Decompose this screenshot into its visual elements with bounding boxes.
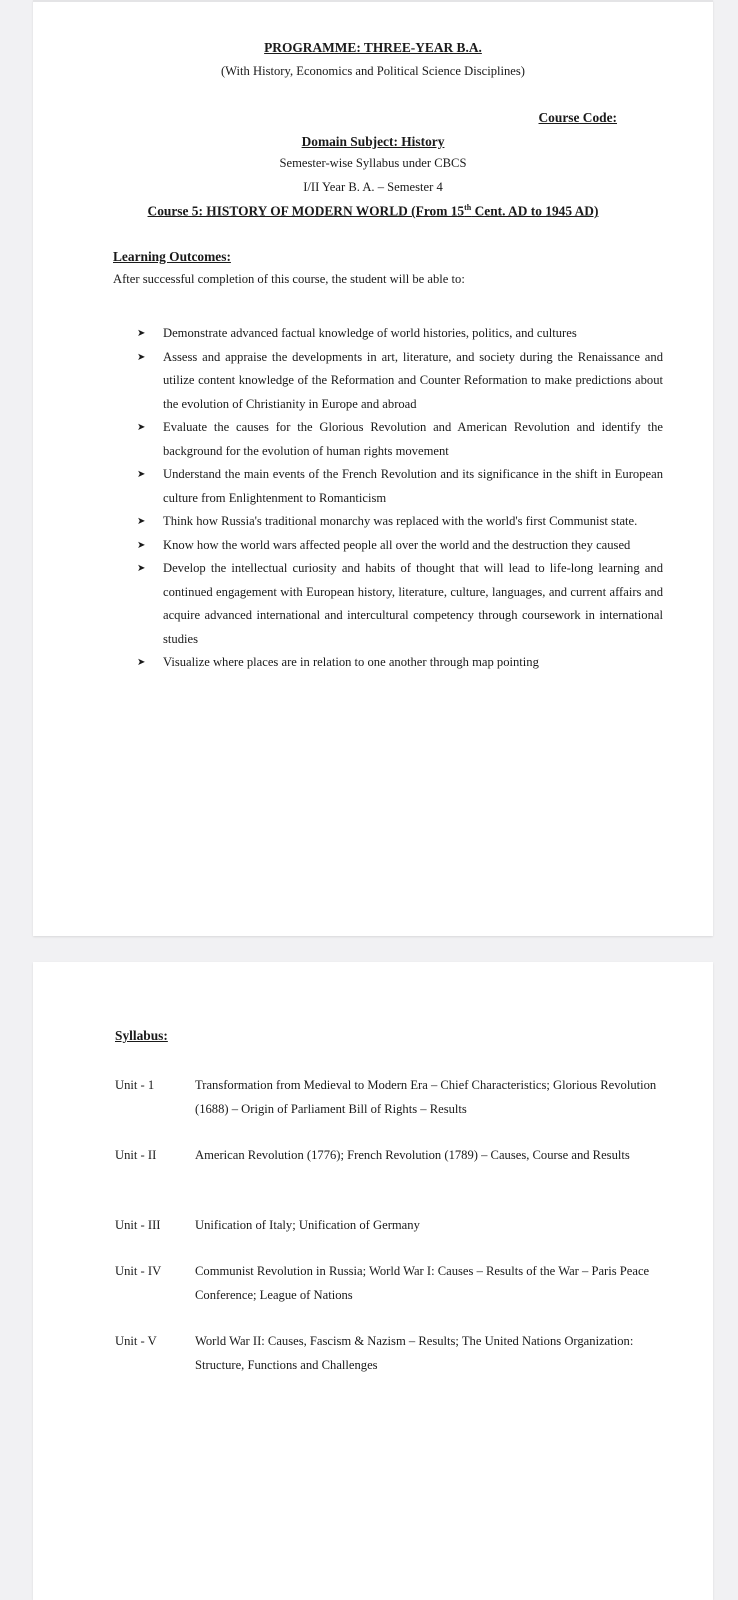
list-item: ➤ Develop the intellectual curiosity and habits of thought that will lead to life-long learning and continued engagement with European history, literature, culture, languages, and current affairs and acquire advanced international and intercultural competency through coursework in international studies <box>137 557 663 651</box>
list-item: ➤ Assess and appraise the developments in art, literature, and society during the Renaissance and utilize content knowledge of the Reformation and Counter Reformation to make predictions about the evolution of Christianity in Europe and abroad <box>137 346 663 417</box>
arrow-bullet-icon: ➤ <box>137 539 146 551</box>
arrow-bullet-icon: ➤ <box>137 516 146 527</box>
unit-label: Unit - 1 <box>115 1078 155 1092</box>
unit-label: Unit - II <box>115 1148 157 1162</box>
list-item: ➤ Visualize where places are in relation to one another through map pointing <box>137 651 663 675</box>
arrow-bullet-icon: ➤ <box>137 351 146 363</box>
unit-description: Transformation from Medieval to Modern Era – Chief Characteristics; Glorious Revolution (1688) – Origin of Parliament Bill of Rights – Results <box>195 1078 657 1116</box>
learning-outcomes-list <box>137 322 663 675</box>
unit-description: Unification of Italy; Unification of Germany <box>195 1218 420 1232</box>
course-code-label: Course Code: <box>538 110 617 125</box>
unit-description: Communist Revolution in Russia; World War I: Causes – Results of the War – Paris Peace Conference; League of Nations <box>195 1264 650 1302</box>
unit-description: World War II: Causes, Fascism & Nazism – Results; The United Nations Organization: Structure, Functions and Challenges <box>195 1334 634 1372</box>
learning-outcomes-intro: After successful completion of this course, the student will be able to: <box>113 272 465 286</box>
document-page-1 <box>33 0 713 936</box>
learning-outcomes-heading: Learning Outcomes: <box>113 249 231 264</box>
unit-description: American Revolution (1776); French Revolution (1789) – Causes, Course and Results <box>195 1148 630 1162</box>
course-title-superscript: th <box>464 203 472 212</box>
arrow-bullet-icon: ➤ <box>137 563 146 574</box>
list-item: ➤ Understand the main events of the French Revolution and its significance in the shift in European culture from Enlightenment to Romanticism <box>137 463 663 510</box>
course-title-suffix: Cent. AD to 1945 AD) <box>471 203 599 219</box>
arrow-bullet-icon: ➤ <box>137 422 146 433</box>
syllabus-heading: Syllabus: <box>115 1028 168 1043</box>
list-item: ➤ Evaluate the causes for the Glorious Revolution and American Revolution and identify the background for the evolution of human rights movement <box>137 416 663 463</box>
arrow-bullet-icon: ➤ <box>137 657 146 668</box>
disciplines-subtitle: (With History, Economics and Political Science Disciplines) <box>220 64 525 78</box>
unit-label: Unit - V <box>115 1334 157 1348</box>
domain-subject: Domain Subject: History <box>301 134 445 149</box>
year-semester: I/II Year B. A. – Semester 4 <box>303 180 443 194</box>
course-title <box>33 203 713 219</box>
arrow-bullet-icon: ➤ <box>137 469 146 480</box>
arrow-bullet-icon: ➤ <box>137 328 146 339</box>
list-item: ➤ Demonstrate advanced factual knowledge of world histories, politics, and cultures <box>137 322 663 346</box>
course-title-prefix: Course 5: HISTORY OF MODERN WORLD (From 15 <box>147 203 465 219</box>
unit-label: Unit - III <box>115 1218 161 1232</box>
list-item: ➤ Think how Russia's traditional monarchy was replaced with the world's first Communist state. <box>137 510 663 534</box>
document-page-2 <box>33 962 713 1600</box>
programme-title: PROGRAMME: THREE-YEAR B.A. <box>264 40 482 55</box>
syllabus-line: Semester-wise Syllabus under CBCS <box>279 156 467 170</box>
list-item: ➤ Know how the world wars affected people all over the world and the destruction they caused <box>137 534 663 558</box>
unit-label: Unit - IV <box>115 1264 162 1278</box>
